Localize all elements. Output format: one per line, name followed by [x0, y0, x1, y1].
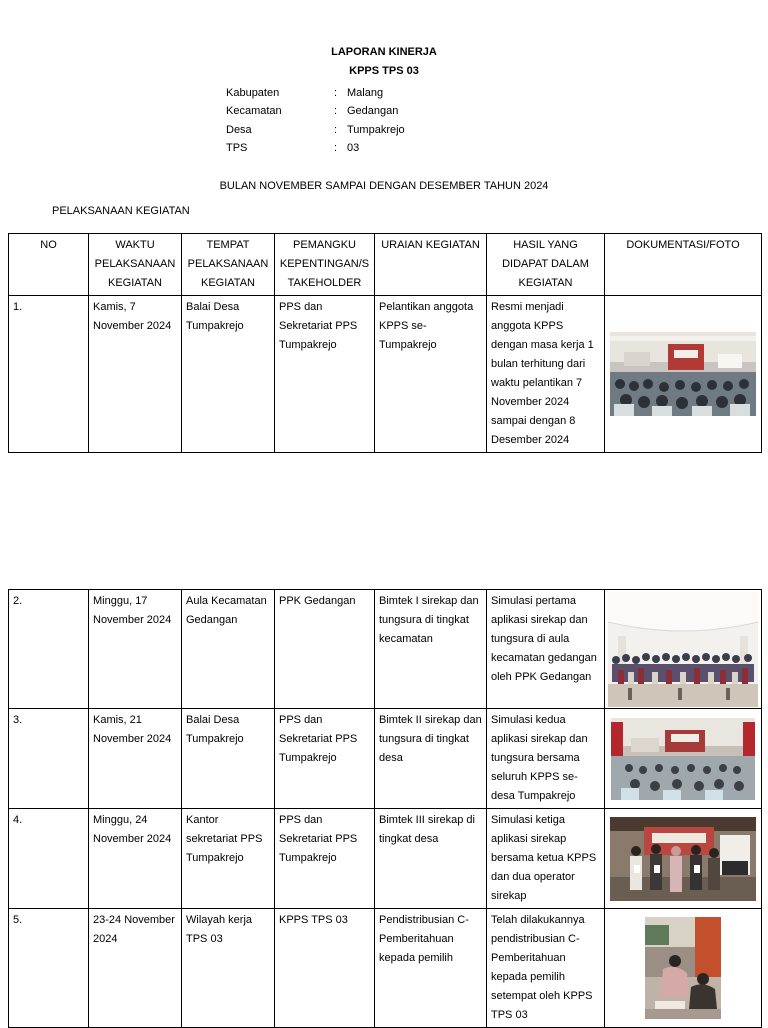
cell-hasil: Simulasi ketiga aplikasi sirekap bersama ketua KPPS dan dua operator sirekap	[487, 809, 605, 909]
cell-waktu: Kamis, 21 November 2024	[89, 709, 182, 809]
cell-foto	[605, 296, 762, 453]
cell-hasil: Telah dilakukannya pendistribusian C-Pemberitahuan kepada pemilih setempat oleh KPPS TPS 03	[487, 909, 605, 1028]
cell-no: 5.	[9, 909, 89, 1028]
cell-stakeholder: PPS dan Sekretariat PPS Tumpakrejo	[275, 709, 375, 809]
cell-foto	[605, 809, 762, 909]
photo-distribusi	[645, 917, 721, 1019]
info-value: 03	[347, 142, 360, 154]
info-value: Tumpakrejo	[347, 124, 405, 136]
table-row	[9, 590, 762, 709]
column-header-foto: DOKUMENTASI/FOTO	[605, 234, 762, 296]
info-value: Malang	[347, 87, 384, 99]
cell-waktu: Minggu, 24 November 2024	[89, 809, 182, 909]
cell-no: 3.	[9, 709, 89, 809]
info-value: Gedangan	[347, 105, 399, 117]
cell-no: 1.	[9, 296, 89, 453]
cell-stakeholder: PPS dan Sekretariat PPS Tumpakrejo	[275, 296, 375, 453]
cell-stakeholder: PPK Gedangan	[275, 590, 375, 709]
cell-foto	[605, 590, 762, 709]
cell-foto	[605, 709, 762, 809]
column-header-no: NO	[9, 234, 89, 296]
info-label: Kecamatan	[226, 105, 282, 117]
cell-tempat: Kantor sekretariat PPS Tumpakrejo	[182, 809, 275, 909]
cell-stakeholder: KPPS TPS 03	[275, 909, 375, 1028]
cell-tempat: Balai Desa Tumpakrejo	[182, 296, 275, 453]
column-header-stakeholder: PEMANGKU KEPENTINGAN/S TAKEHOLDER	[275, 234, 375, 296]
info-colon: :	[334, 105, 338, 117]
info-label: Desa	[226, 124, 252, 136]
cell-uraian: Bimtek I sirekap dan tungsura di tingkat kecamatan	[375, 590, 487, 709]
cell-hasil: Resmi menjadi anggota KPPS dengan masa kerja 1 bulan terhitung dari waktu pelantikan 7 November 2024 sampai dengan 8 Desember 2024	[487, 296, 605, 453]
photo-inauguration	[610, 332, 756, 416]
table-row	[9, 809, 762, 909]
cell-waktu: 23-24 November 2024	[89, 909, 182, 1028]
cell-waktu: Minggu, 17 November 2024	[89, 590, 182, 709]
activity-table-page-2	[8, 589, 762, 1028]
photo-bimtek-desa	[611, 718, 755, 800]
section-heading: PELAKSANAAN KEGIATAN	[52, 205, 190, 217]
cell-foto	[605, 909, 762, 1028]
cell-tempat: Aula Kecamatan Gedangan	[182, 590, 275, 709]
info-label: Kabupaten	[226, 87, 280, 99]
cell-uraian: Pendistribusian C-Pemberitahuan kepada pemilih	[375, 909, 487, 1028]
cell-uraian: Bimtek II sirekap dan tungsura di tingkat desa	[375, 709, 487, 809]
column-header-uraian: URAIAN KEGIATAN	[375, 234, 487, 296]
table-row	[9, 909, 762, 1028]
report-subtitle: KPPS TPS 03	[349, 65, 419, 77]
cell-no: 4.	[9, 809, 89, 909]
cell-uraian: Pelantikan anggota KPPS se-Tumpakrejo	[375, 296, 487, 453]
info-colon: :	[334, 124, 338, 136]
activity-table-page-1	[8, 233, 762, 453]
info-label: TPS	[226, 142, 248, 154]
report-title: LAPORAN KINERJA	[331, 46, 437, 58]
cell-no: 2.	[9, 590, 89, 709]
cell-hasil: Simulasi kedua aplikasi sirekap dan tungsura bersama seluruh KPPS se-desa Tumpakrejo	[487, 709, 605, 809]
cell-waktu: Kamis, 7 November 2024	[89, 296, 182, 453]
cell-hasil: Simulasi pertama aplikasi sirekap dan tungsura di aula kecamatan gedangan oleh PPK Gedangan	[487, 590, 605, 709]
cell-tempat: Balai Desa Tumpakrejo	[182, 709, 275, 809]
photo-bimtek-kecamatan	[608, 592, 758, 707]
photo-bimtek-sekretariat	[610, 817, 756, 901]
column-header-hasil: HASIL YANG DIDAPAT DALAM KEGIATAN	[487, 234, 605, 296]
report-period: BULAN NOVEMBER SAMPAI DENGAN DESEMBER TAHUN 2024	[219, 180, 549, 192]
table-row	[9, 296, 762, 453]
table-row	[9, 709, 762, 809]
info-colon: :	[334, 87, 338, 99]
cell-stakeholder: PPS dan Sekretariat PPS Tumpakrejo	[275, 809, 375, 909]
column-header-tempat: TEMPAT PELAKSANAAN KEGIATAN	[182, 234, 275, 296]
cell-uraian: Bimtek III sirekap di tingkat desa	[375, 809, 487, 909]
cell-tempat: Wilayah kerja TPS 03	[182, 909, 275, 1028]
column-header-waktu: WAKTU PELAKSANAAN KEGIATAN	[89, 234, 182, 296]
table-header-row	[9, 234, 762, 296]
info-colon: :	[334, 142, 338, 154]
